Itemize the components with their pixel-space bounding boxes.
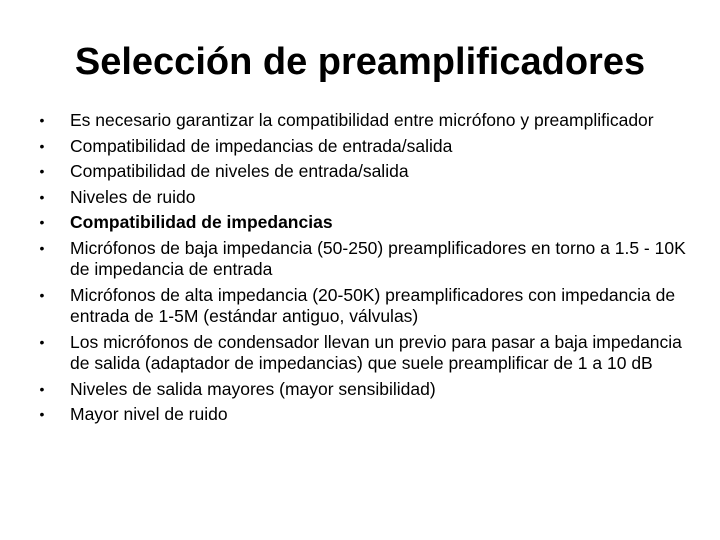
- bullet-text: Mayor nivel de ruido: [70, 404, 228, 424]
- bullet-icon: •: [39, 214, 45, 230]
- bullet-text: Niveles de salida mayores (mayor sensibilidad): [70, 378, 436, 399]
- bullet-item: [32, 212, 692, 234]
- bullet-icon: •: [39, 137, 45, 154]
- bullet-text: Es necesario garantizar la compatibilidad entre micrófono y preamplificador: [70, 110, 654, 130]
- bullet-icon: •: [39, 333, 45, 350]
- bullet-item: [32, 187, 692, 209]
- bullet-icon: •: [39, 380, 45, 397]
- bullet-icon: •: [39, 286, 45, 303]
- bullet-icon: •: [39, 163, 45, 179]
- bullet-item: [32, 404, 692, 426]
- bullet-item: [32, 238, 692, 281]
- bullet-item: [32, 161, 692, 183]
- bullet-text: Los micrófonos de condensador llevan un previo para pasar a baja impedancia de salida (adaptador de impedancias) que suele preamplificar de 1 a 10 dB: [70, 331, 682, 373]
- bullet-icon: •: [39, 406, 45, 422]
- bullet-icon: •: [39, 112, 45, 128]
- slide-title: Selección de preamplificadores: [74, 41, 646, 83]
- bullet-text: Micrófonos de alta impedancia (20-50K) preamplificadores con impedancia de entrada de 1-5M (estándar antiguo, válvulas): [70, 284, 676, 326]
- bullet-icon: •: [39, 188, 45, 205]
- bullet-item: [32, 285, 692, 328]
- bullet-text: Compatibilidad de impedancias de entrada/salida: [70, 135, 453, 156]
- bullet-item: [32, 110, 692, 132]
- bullet-list: [32, 110, 692, 430]
- bullet-text: Niveles de ruido: [70, 186, 196, 207]
- bullet-item: [32, 379, 692, 401]
- bullet-item: [32, 332, 692, 375]
- bullet-text: Compatibilidad de niveles de entrada/salida: [70, 161, 409, 181]
- bullet-item: [32, 136, 692, 158]
- bullet-icon: •: [39, 239, 45, 256]
- bullet-text-bold: Compatibilidad de impedancias: [70, 212, 333, 232]
- bullet-text: Micrófonos de baja impedancia (50-250) preamplificadores en torno a 1.5 - 10K de impedancia de entrada: [70, 237, 686, 279]
